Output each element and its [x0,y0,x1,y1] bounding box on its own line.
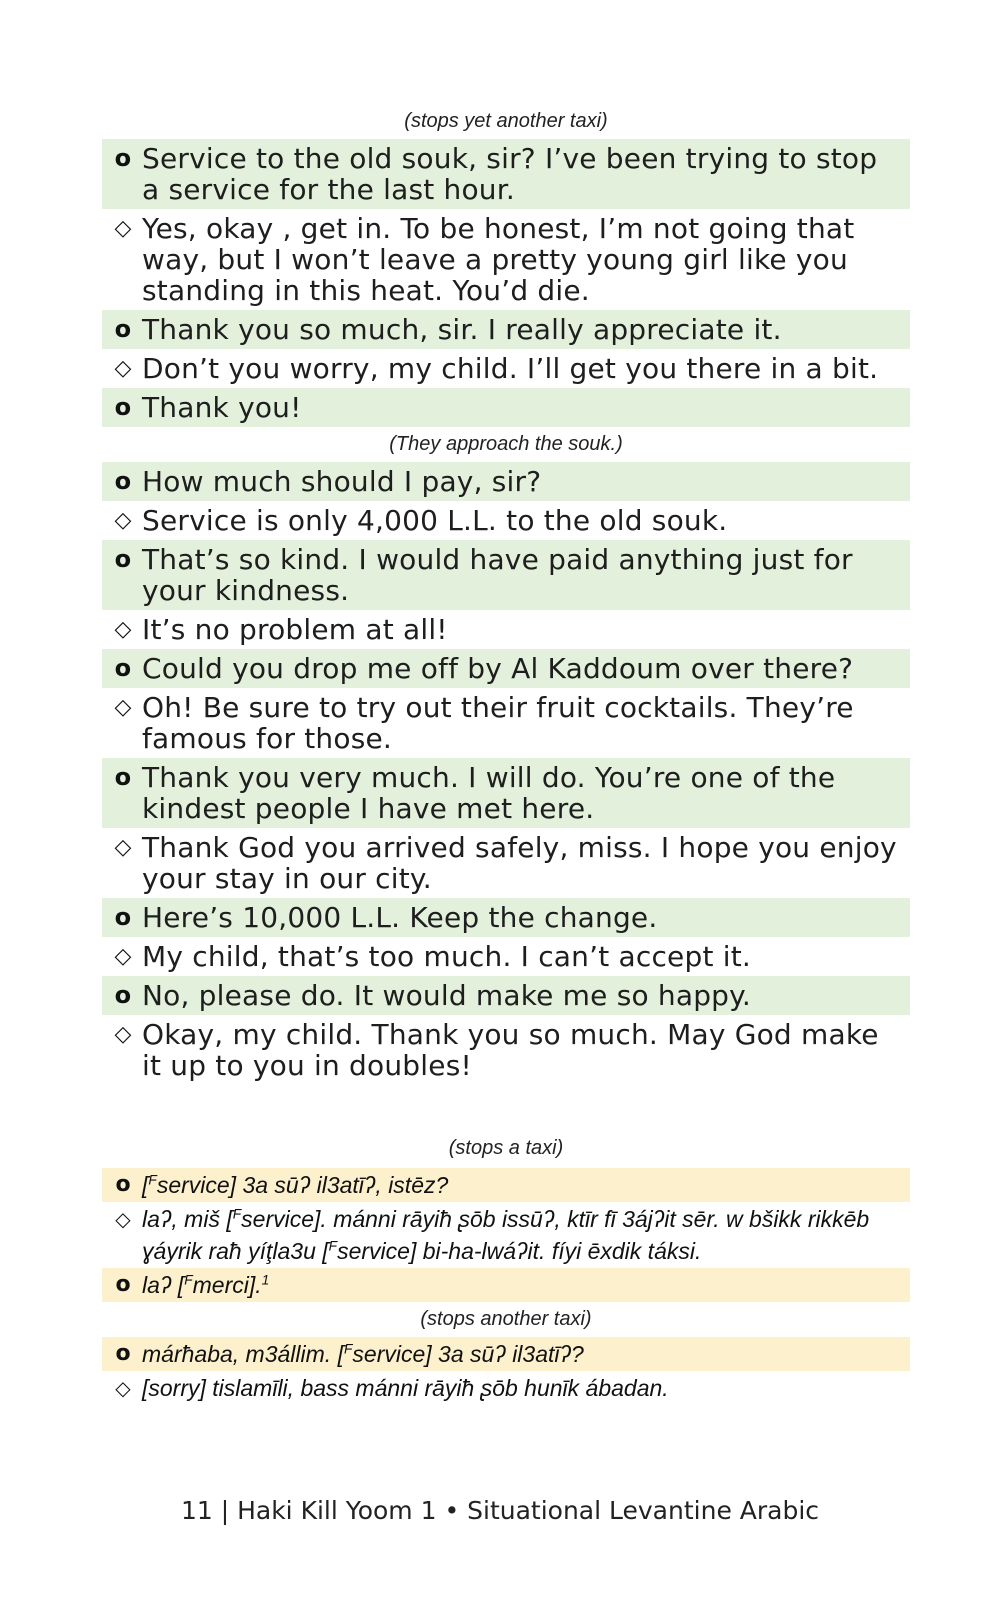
line-text-post: service] bi-ha-lwáʔit. fíyi ēxdik táksi. [337,1238,702,1264]
dialogue-part-1 [102,139,910,427]
dialogue-line [102,501,910,540]
speaker-b-marker: ◇ [114,944,132,969]
speaker-a-marker: o [114,545,132,573]
line-text: Thank you very much. I will do. You’re one of the kindest people I have met here. [142,761,836,825]
line-text-post: merci]. [192,1272,262,1298]
speaker-b-marker: ◇ [114,356,132,381]
dialogue-line [102,540,910,610]
line-text: Service is only 4,000 L.L. to the old souk. [142,504,728,537]
line-text: Oh! Be sure to try out their fruit cocktails. They’re famous for those. [142,691,854,755]
speaker-b-marker: ◇ [114,216,132,241]
line-text: It’s no problem at all! [142,613,448,646]
speaker-a-marker: o [114,654,132,682]
speaker-b-marker: ◇ [114,1022,132,1047]
transliteration-line [102,1168,910,1202]
line-text: No, please do. It would make me so happy. [142,979,752,1012]
line-text: That’s so kind. I would have paid anything just for your kindness. [142,543,853,607]
dialogue-line [102,209,910,310]
dialogue-line [102,758,910,828]
dialogue-part-2 [102,462,910,1085]
line-text-pre: [ [142,1172,149,1198]
line-text-post: service]. mánni rāyiħ ʂōb issūʔ, ktīr fī 3ájʔit sēr. w bšikk rikkēb ɣáyrik raħ yíţla3u [ [142,1206,870,1264]
dialogue-line [102,828,910,898]
dialogue-line [102,1015,910,1085]
dialogue-line [102,898,910,937]
french-marker: F [343,1341,353,1357]
transliteration-line [102,1268,910,1302]
line-text: Okay, my child. Thank you so much. May God make it up to you in doubles! [142,1018,879,1082]
french-marker: F [184,1272,193,1288]
dialogue-line [102,388,910,427]
speaker-b-marker: ◇ [114,695,132,720]
line-text: Don’t you worry, my child. I’ll get you there in a bit. [142,352,879,385]
footnote-ref[interactable]: 1 [261,1272,270,1288]
line-text: Yes, okay , get in. To be honest, I’m not going that way, but I won’t leave a pretty young girl like you standing in this heat. You’d die. [142,212,855,307]
dialogue-line [102,462,910,501]
french-marker: F [232,1206,242,1222]
french-marker: F [148,1172,157,1188]
speaker-a-marker: o [114,315,132,343]
line-text: [sorry] tislamīli, bass mánni rāyiħ ʂōb hunīk ábadan. [142,1375,669,1401]
dialogue-line [102,610,910,649]
page-content [102,104,910,1405]
line-text: Thank you! [142,391,302,424]
speaker-a-marker: o [114,393,132,421]
transliteration-line [102,1371,910,1405]
speaker-b-marker: ◇ [115,1376,131,1400]
speaker-a-marker: o [115,1172,131,1197]
transliteration-line [102,1337,910,1371]
transliteration-line [102,1202,910,1268]
speaker-a-marker: o [115,1341,131,1366]
speaker-a-marker: o [114,903,132,931]
line-text-post: service] 3a sūʔ il3atīʔ, istēz? [156,1172,449,1198]
line-text: Thank God you arrived safely, miss. I hope you enjoy your stay in our city. [142,831,897,895]
speaker-a-marker: o [114,763,132,791]
line-text-post: service] 3a sūʔ il3atīʔ? [352,1341,584,1367]
speaker-a-marker: o [114,467,132,495]
dialogue-line [102,688,910,758]
line-text-pre: márħaba, m3állim. [ [142,1341,344,1367]
speaker-a-marker: o [114,144,132,172]
line-text: Thank you so much, sir. I really appreciate it. [142,313,782,346]
stage-direction: (They approach the souk.) [389,433,623,455]
line-text-pre: laʔ, miš [ [142,1206,233,1232]
dialogue-line [102,349,910,388]
speaker-b-marker: ◇ [114,835,132,860]
dialogue-line [102,976,910,1015]
dialogue-line [102,649,910,688]
line-text-pre: laʔ [ [142,1272,185,1298]
line-text: Could you drop me off by Al Kaddoum over there? [142,652,854,685]
line-text: Here’s 10,000 L.L. Keep the change. [142,901,658,934]
dialogue-line [102,139,910,209]
speaker-b-marker: ◇ [114,508,132,533]
line-text: Service to the old souk, sir? I’ve been trying to stop a service for the last hour. [142,142,878,206]
speaker-b-marker: ◇ [114,617,132,642]
speaker-b-marker: ◇ [115,1207,131,1231]
dialogue-line [102,937,910,976]
page-footer: 11 | Haki Kill Yoom 1 • Situational Levantine Arabic [180,1496,820,1525]
dialogue-line [102,310,910,349]
section-gap [102,1085,910,1127]
speaker-a-marker: o [115,1272,131,1297]
french-marker: F [328,1238,338,1254]
stage-direction: (stops a taxi) [448,1137,564,1159]
speaker-a-marker: o [114,981,132,1009]
stage-direction: (stops yet another taxi) [404,110,608,132]
line-text: My child, that’s too much. I can’t accept it. [142,940,751,973]
stage-direction: (stops another taxi) [420,1308,592,1330]
line-text: How much should I pay, sir? [142,465,542,498]
